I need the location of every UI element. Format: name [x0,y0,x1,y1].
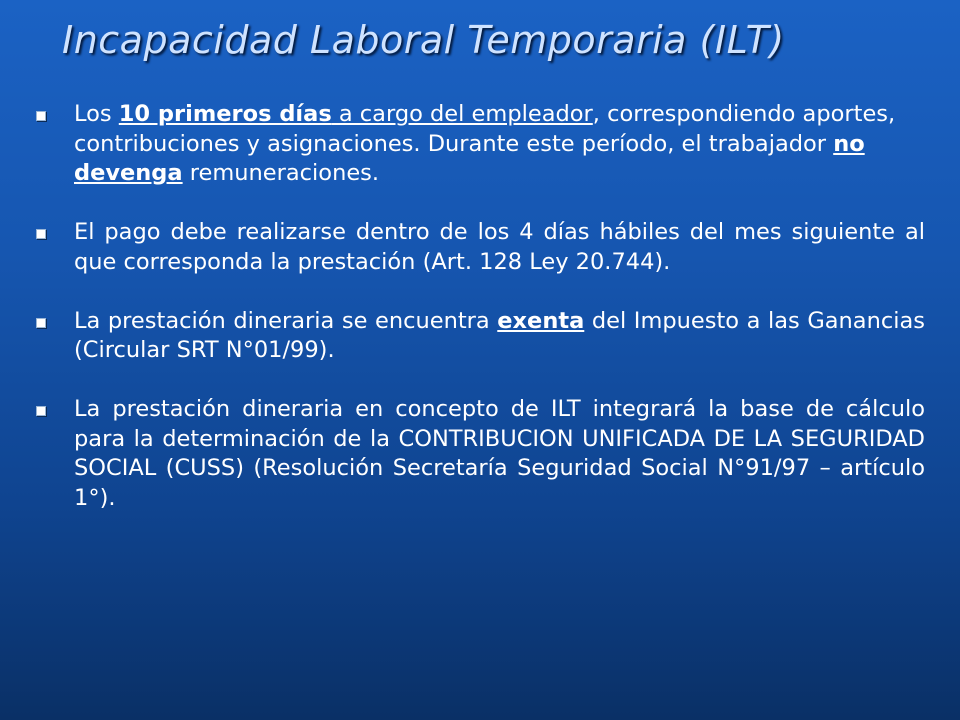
bullet-underlined-text: a cargo del empleador [331,101,593,127]
bullet-text: El pago debe realizarse dentro de los 4 días hábiles del mes siguiente al que corresponda la prestación (Art. 128 Ley 20.744). [74,219,925,275]
bullet-text: La prestación dineraria en concepto de ILT integrará la base de cálculo para la determinación de la CONTRIBUCION UNIFICADA DE LA SEGURIDAD SOCIAL (CUSS) (Resolución Secretaría Seguridad Social N°91/97 – artículo 1°). [74,396,925,511]
bullet-list [30,100,925,543]
bullet-text: La prestación dineraria se encuentra [74,307,498,334]
bullet-highlight: 10 primeros días [118,101,332,127]
bullet-text: remuneraciones. [182,160,380,186]
bullet-item [30,100,925,189]
bullet-item [30,307,925,366]
bullet-text: , correspondiendo aportes, contribuciones y asignaciones. Durante este período, el trabajador [74,101,896,157]
square-bullet-icon [36,406,46,416]
slide-title: Incapacidad Laboral Temporaria (ILT) [62,18,785,62]
bullet-text: del Impuesto a las Ganancias (Circular SRT N°01/99). [74,307,925,363]
square-bullet-icon [36,111,46,121]
bullet-highlight: no devenga [74,130,865,186]
bullet-highlight: exenta [497,307,585,334]
bullet-item [30,395,925,513]
bullet-text: Los [74,101,119,127]
square-bullet-icon [36,318,46,328]
square-bullet-icon [36,229,46,239]
bullet-item [30,218,925,277]
